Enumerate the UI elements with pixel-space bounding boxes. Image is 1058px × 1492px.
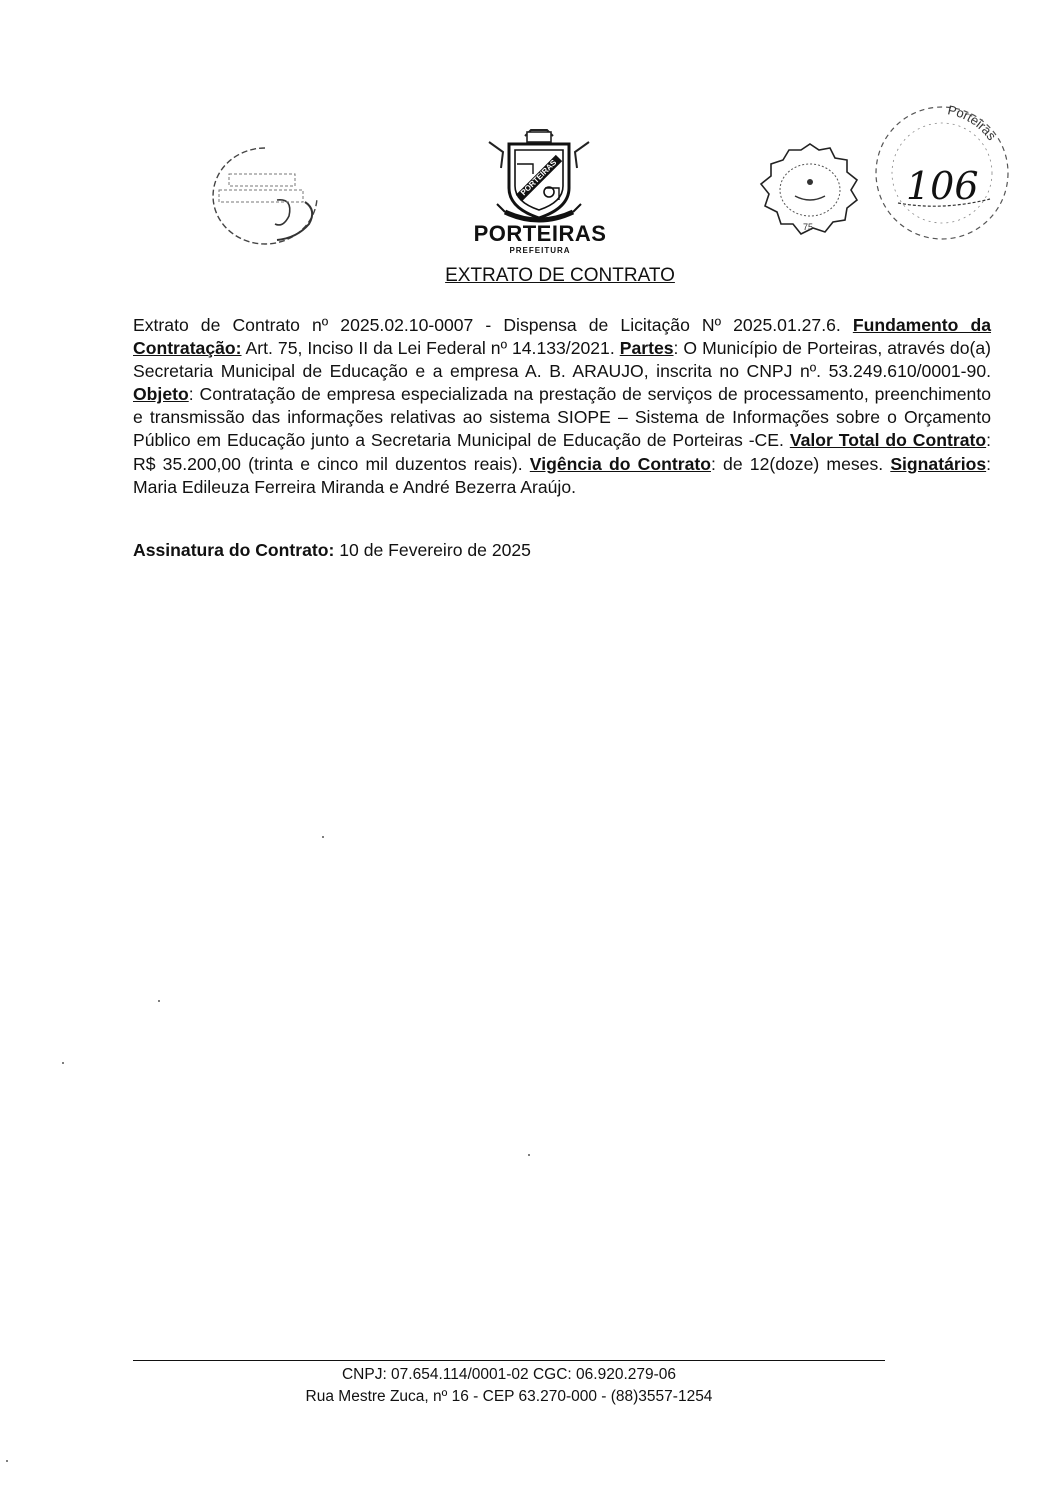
label-signatarios: Signatários <box>890 453 987 474</box>
document-title: EXTRATO DE CONTRATO <box>445 265 675 286</box>
scan-speck <box>158 1000 160 1002</box>
scan-speck <box>62 1062 64 1064</box>
svg-text:Porteiras <box>946 102 999 143</box>
official-seal-stamp <box>755 138 865 238</box>
text-segment: : R$ 35.200,00 (trinta e cinco mil duzentos reais). <box>133 430 991 474</box>
contract-summary-paragraph <box>133 314 991 499</box>
prefeitura-subtitle: PREFEITURA <box>509 246 571 255</box>
text-segment: : Contratação de empresa especializada na prestação de serviços de processamento, preenchimento e transmissão das informações relativas ao sistema SIOPE – Sistema de Informações sobre o Orçamento Público em Educação junto a Secretaria Municipal de Educação de Porteiras -CE. <box>133 384 991 451</box>
footer-address: Rua Mestre Zuca, nº 16 - CEP 63.270-000 - (88)3557-1254 <box>305 1388 713 1405</box>
official-stamp-left <box>205 140 325 250</box>
scan-speck <box>528 1154 530 1156</box>
page-numbering-stamp <box>862 95 1017 245</box>
svg-text:75: 75 <box>803 222 814 232</box>
crest-label: PORTEIRAS <box>518 157 559 198</box>
scan-speck <box>322 836 324 838</box>
text-segment: : de 12(doze) meses. <box>710 453 891 474</box>
text-segment: : Maria Edileuza Ferreira Miranda e André Bezerra Araújo. <box>133 453 992 497</box>
handwritten-page-number: 106 <box>906 164 979 208</box>
prefeitura-brand: PORTEIRAS <box>473 221 607 246</box>
label-objeto: Objeto <box>133 384 189 405</box>
signature-date: 10 de Fevereiro de 2025 <box>334 540 531 560</box>
text-segment: Extrato de Contrato nº 2025.02.10-0007 - Dispensa de Licitação Nº 2025.01.27.6. <box>133 315 853 335</box>
contract-signature-date <box>133 540 991 561</box>
label-fundamento: Fundamento da Contratação: <box>133 315 992 359</box>
signature-label: Assinatura do Contrato: <box>133 540 335 560</box>
label-valor-total: Valor Total do Contrato <box>789 430 987 451</box>
label-vigencia: Vigência do Contrato <box>529 453 711 474</box>
text-segment: Art. 75, Inciso II da Lei Federal nº 14.133/2021. <box>241 338 620 359</box>
stamp-arc-text: Porteiras <box>946 102 1000 143</box>
footer-divider <box>133 1360 885 1361</box>
text-segment: : O Município de Porteiras, através do(a) Secretaria Municipal de Educação e a empresa A. B. ARAUJO, inscrita no CNPJ nº. 53.249.610/0001-90. <box>133 338 991 382</box>
label-partes: Partes <box>619 338 674 359</box>
footer-cnpj: CNPJ: 07.654.114/0001-02 CGC: 06.920.279-06 <box>341 1366 677 1383</box>
scan-speck <box>6 1460 8 1462</box>
municipal-crest-icon <box>487 128 591 228</box>
